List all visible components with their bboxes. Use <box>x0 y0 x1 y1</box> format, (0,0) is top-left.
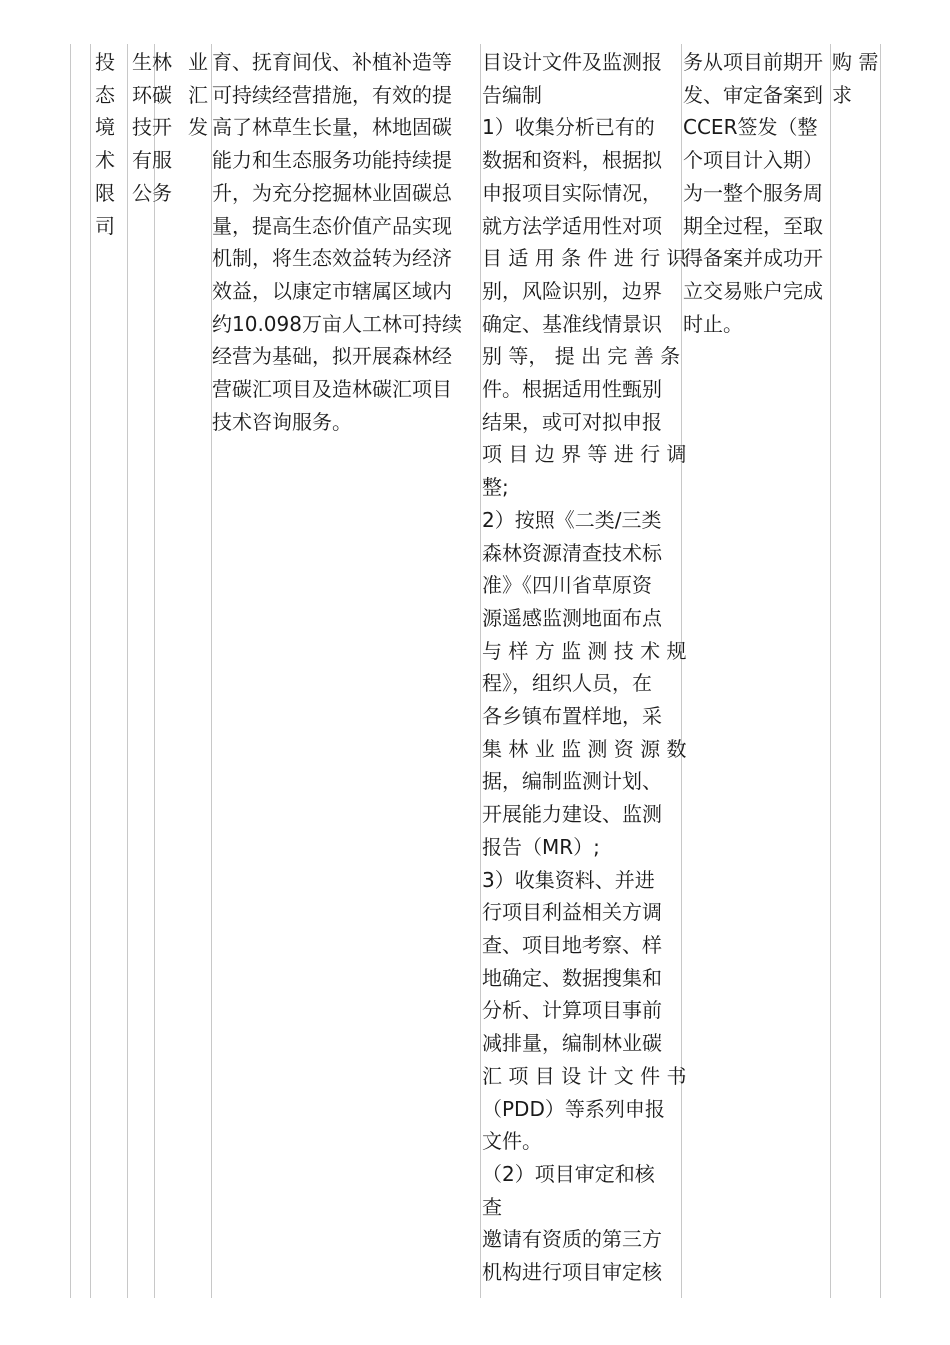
service-type-cell-continued: 业 汇 发 <box>188 50 208 140</box>
service-requirements-cell: 目设计文件及监测报 告编制 1）收集分析已有的 数据和资料，根据拟 申报项目实际情况， 就方法学适用性对项 目 适 用 条 件 进 行 识 别，风险识别，边界 确定、基准线情景识 别 等， 提 出 完 善 条 件。根据适用性甄别 结果，或可对拟申报 项 目 边 界 等 进 行 调 整; 2）按照《二类/三类 森林资源清查技术标 准》《四川省草原资 源遥感监测地面布点 与 样 方 监 测 技 术 规 程》，组织人员，在 各乡镇布置样地，采 集 林 业 监 测 资 源 数 据，编制监测计划、 开展能力建设、监测 报告（MR）; 3）收集资料、并进 行项目利益相关方调 查、项目地考察、样 地确定、数据搜集和 分析、计算项目事前 减排量，编制林业碳 汇 项 目 设 计 文 件 书 （PDD）等系列申报 文件。 （2）项目审定和核 查 邀请有资质的第三方 机构进行项目审定核 <box>482 50 687 1285</box>
table-border-right <box>880 44 881 1298</box>
table-border <box>90 44 91 1298</box>
table-border <box>127 44 128 1298</box>
table-border <box>154 44 155 1298</box>
company-cell: 投 态 境 术 限 司 <box>95 50 115 238</box>
service-period-cell: 务从项目前期开 发、审定备案到 CCER签发（整 个项目计入期） 为一整个服务周 期全过程，至取 得备案并成功开 立交易账户完成 时止。 <box>683 50 823 336</box>
table-border <box>480 44 481 1298</box>
table-border <box>830 44 831 1298</box>
project-content-cell: 育、抚育间伐、补植补造等 可持续经营措施，有效的提 高了林草生长量，林地固碳 能力和生态服务功能持续提 升，为充分挖掘林业固碳总 量，提高生态价值产品实现 机制，将生态效益转为经济 效益，以康定市辖属区域内 约10.098万亩人工林可持续 经营为基础，拟开展森林经 营碳汇项目及造林碳汇项目 技术咨询服务。 <box>212 50 462 434</box>
table-border-left <box>70 44 71 1298</box>
procurement-cell: 购 需 求 <box>832 50 879 107</box>
service-type-cell: 生林 环碳 技开 有服 公务 <box>132 50 172 205</box>
